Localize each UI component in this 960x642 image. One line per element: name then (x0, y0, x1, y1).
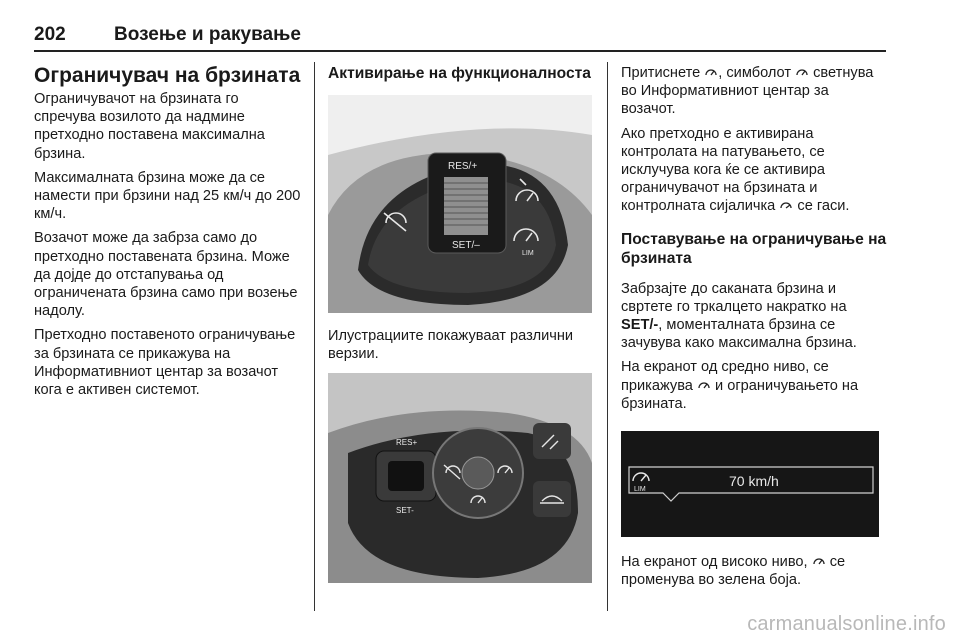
section-title: Ограничувач на брзината (34, 64, 301, 87)
steering-controls-figure-2 (328, 373, 592, 583)
set-minus-label: SET/– (452, 240, 480, 251)
paragraph: На екранот од средно ниво, се прикажува и ограничувањето на брзината. (621, 359, 859, 412)
set-minus-label: SET- (396, 506, 414, 516)
header-rule (34, 50, 886, 52)
steering-wheel-illustration (328, 373, 592, 583)
res-plus-label: RES+ (396, 438, 418, 448)
driver-info-display-figure (621, 431, 879, 537)
limiter-display-illustration (621, 431, 879, 537)
paragraph: Максималната брзина може да се намести при брзини над 25 км/ч до 200 км/ч. (34, 169, 301, 223)
left-column (34, 64, 304, 405)
res-plus-label: RES/+ (448, 161, 478, 172)
column-divider (607, 62, 608, 611)
chapter-title: Возење и ракување (114, 24, 301, 45)
speed-limiter-icon (812, 554, 826, 568)
column-divider (314, 62, 315, 611)
paragraph: Возачот може да забрза само до претходно поставената брзина. Може да дојде до отстапувања од ограничената брзина само при возење надолу. (34, 230, 298, 320)
paragraph: Притиснете , симболот светнува во Информативниот центар за возачот. (621, 65, 874, 118)
steering-wheel-illustration (328, 95, 592, 313)
steering-controls-figure-1 (328, 95, 592, 313)
subsection-heading: Поставување на ограничување на брзината (621, 230, 887, 267)
paragraph: Ако претходно е активирана контролата на патувањето, се исклучува кога ќе се активира ограничувачот на брзината и контролната сијаличка се гаси. (621, 125, 850, 215)
right-column (621, 64, 887, 595)
speed-limiter-icon (697, 378, 711, 392)
lim-label: LIM (634, 486, 646, 494)
paragraph: Забрзајте до саканата брзина и свртете го тркалцето накратко на SET/-, моменталната брзина се зачувува како максимална брзина. (621, 280, 857, 352)
speed-limiter-icon (795, 65, 809, 79)
middle-column (328, 64, 596, 583)
subsection-heading: Активирање на функционалноста (328, 65, 591, 82)
watermark: carmanualsonline.info (747, 613, 946, 635)
page-number: 202 (34, 24, 66, 45)
speed-limiter-icon (704, 65, 718, 79)
paragraph: Претходно поставеното ограничување за брзината се прикажува на Информативниот центар за возачот кога е активен системот. (34, 327, 296, 399)
lim-label: LIM (522, 250, 534, 257)
paragraph: На екранот од високо ниво, се променува во зелена боја. (621, 554, 846, 589)
cruise-control-icon (779, 198, 793, 212)
speed-limit-value: 70 km/h (729, 473, 779, 490)
paragraph: Ограничувачот на брзината го спречува возилото да надмине претходно поставена максимална брзина. (34, 91, 265, 162)
figure-caption: Илустрациите покажуваат различни верзии. (328, 328, 574, 363)
page-header (34, 18, 886, 52)
